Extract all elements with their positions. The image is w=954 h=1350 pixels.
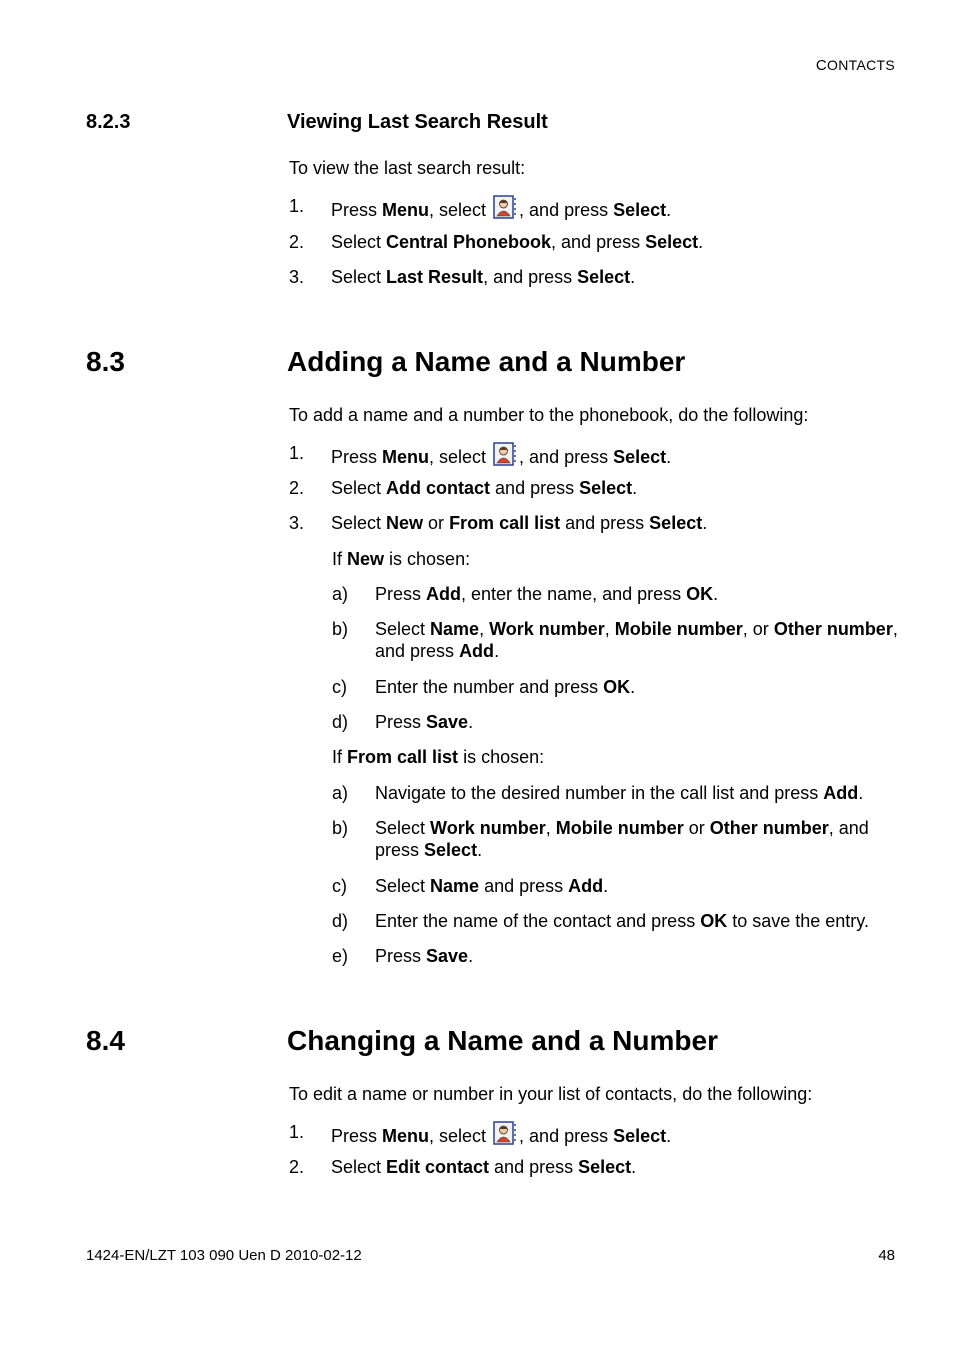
section-number-8-3: 8.3: [86, 346, 125, 377]
step-number: 1.: [289, 196, 305, 216]
contacts-book-icon: [493, 1121, 517, 1145]
section-number-8-4: 8.4: [86, 1025, 125, 1056]
step-text: Press Menu, select , and press Select.: [331, 442, 901, 468]
page-number: 48: [878, 1247, 895, 1264]
substep-letter: d): [332, 911, 349, 931]
substep-text: Press Save.: [375, 946, 474, 966]
substep-text: Enter the number and press OK.: [375, 677, 636, 697]
step-text: Select Last Result, and press Select.: [331, 267, 636, 287]
substep-text: Select Name and press Add.: [375, 876, 609, 896]
substep-letter: c): [332, 876, 347, 896]
step-number: 3.: [289, 267, 305, 287]
step-text: Select Add contact and press Select.: [331, 478, 638, 498]
step-number: 1.: [289, 1122, 305, 1142]
contacts-book-icon: [493, 442, 517, 466]
substep-letter: a): [332, 783, 349, 803]
substep-letter: a): [332, 584, 349, 604]
running-head: CONTACTS: [815, 57, 895, 74]
section-number-8-2-3: 8.2.3: [86, 111, 131, 133]
step-text: Select Central Phonebook, and press Select.: [331, 232, 704, 252]
step-number: 2.: [289, 1157, 305, 1177]
section-title-8-4: Changing a Name and a Number: [287, 1025, 718, 1056]
substep-text: Enter the name of the contact and press OK to save the entry.: [375, 911, 869, 931]
substep-letter: d): [332, 712, 349, 732]
section-title-8-2-3: Viewing Last Search Result: [287, 111, 548, 133]
substep-text: Select Name, Work number, Mobile number, or Other number, and press Add.: [375, 619, 898, 661]
substep-letter: b): [332, 818, 349, 838]
condition-new: If New is chosen:: [332, 549, 471, 569]
step-number: 1.: [289, 443, 305, 463]
substep-text: Navigate to the desired number in the call list and press Add.: [375, 783, 864, 803]
step-number: 2.: [289, 232, 305, 252]
substep-letter: e): [332, 946, 349, 966]
step-number: 2.: [289, 478, 305, 498]
step-text: Press Menu, select , and press Select.: [331, 1121, 901, 1147]
footer-doc-id: 1424-EN/LZT 103 090 Uen D 2010-02-12: [86, 1247, 362, 1264]
section-title-8-3: Adding a Name and a Number: [287, 346, 686, 377]
intro-8-4: To edit a name or number in your list of contacts, do the following:: [289, 1084, 813, 1104]
step-text: Select New or From call list and press Select.: [331, 513, 708, 533]
substep-text: Select Work number, Mobile number or Other number, and press Select.: [375, 818, 869, 860]
contacts-book-icon: [493, 195, 517, 219]
intro-8-3: To add a name and a number to the phonebook, do the following:: [289, 405, 809, 425]
substep-letter: c): [332, 677, 347, 697]
substep-letter: b): [332, 619, 349, 639]
step-text: Select Edit contact and press Select.: [331, 1157, 637, 1177]
intro-8-2-3: To view the last search result:: [289, 158, 526, 178]
substep-text: Press Add, enter the name, and press OK.: [375, 584, 719, 604]
substep-text: Press Save.: [375, 712, 474, 732]
step-text: Press Menu, select , and press Select.: [331, 195, 901, 221]
condition-from-call-list: If From call list is chosen:: [332, 747, 545, 767]
step-number: 3.: [289, 513, 305, 533]
